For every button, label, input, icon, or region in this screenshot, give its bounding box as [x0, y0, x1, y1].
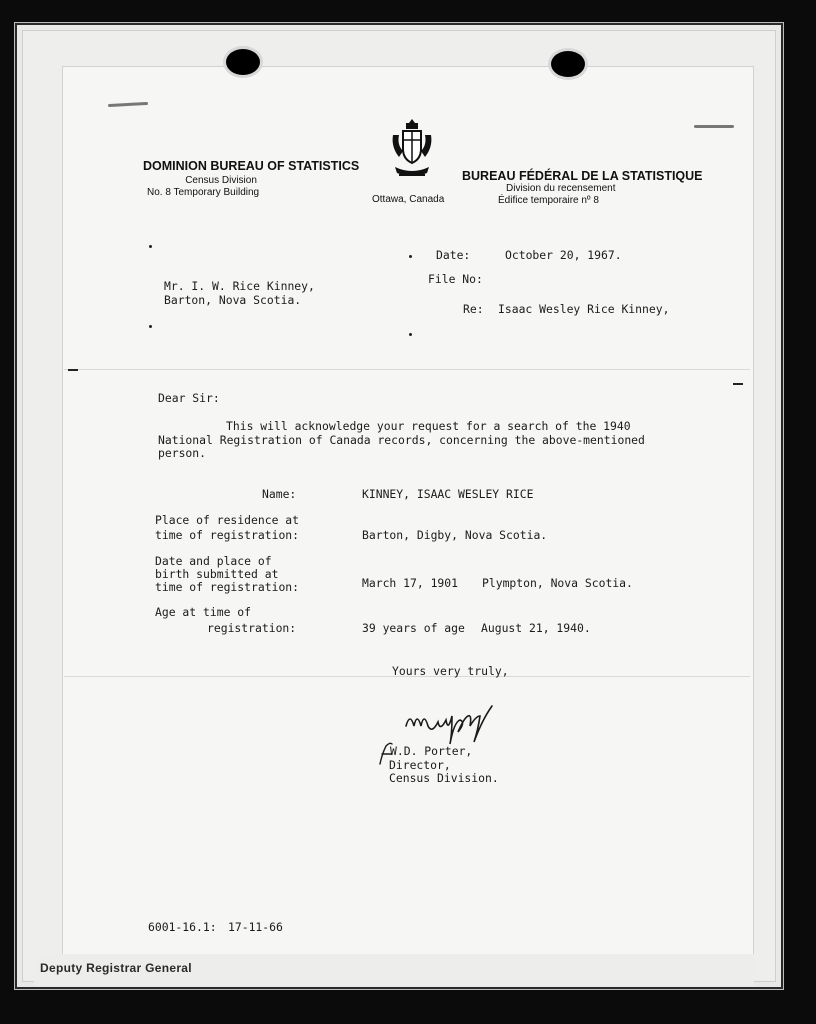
name-value: KINNEY, ISAAC WESLEY RICE [362, 487, 534, 501]
body-paragraph-line: National Registration of Canada records, concerning the above-mentioned [158, 433, 645, 447]
birth-label: time of registration: [155, 580, 300, 594]
registrar-stamp: Deputy Registrar General [40, 961, 192, 975]
birth-label: Date and place of [155, 554, 272, 568]
date-value: October 20, 1967. [505, 248, 622, 262]
residence-value: Barton, Digby, Nova Scotia. [362, 528, 548, 542]
signer-division: Census Division. [389, 771, 499, 785]
letterhead-english-line: Census Division [185, 175, 257, 186]
birth-date: March 17, 1901 [362, 576, 459, 590]
fold-mark [68, 369, 78, 371]
punch-hole-left [223, 46, 263, 78]
form-date: 17-11-66 [228, 920, 283, 934]
age-label: Age at time of [155, 605, 252, 619]
file-number-label: File No: [428, 272, 483, 286]
mark-dot [149, 245, 152, 248]
mark-dot [409, 255, 412, 258]
age-date: August 21, 1940. [481, 621, 591, 635]
signer-name: W.D. Porter, [390, 744, 473, 758]
letterhead-english-line: No. 8 Temporary Building [147, 187, 260, 198]
name-label: Name: [262, 487, 297, 501]
punch-hole-right [548, 48, 588, 80]
age-label: registration: [207, 621, 297, 635]
mark-dot [149, 325, 152, 328]
canada-coat-of-arms-icon [389, 117, 435, 183]
body-paragraph-line: This will acknowledge your request for a search of the 1940 [226, 419, 631, 433]
letterhead-french-line: Division du recensement [506, 183, 616, 194]
addressee-line: Mr. I. W. Rice Kinney, [164, 279, 315, 293]
letterhead-french-lines [498, 183, 616, 207]
valediction: Yours very truly, [392, 664, 509, 678]
letterhead-english-lines [147, 175, 260, 199]
signer-title: Director, [389, 758, 451, 772]
staple-right [694, 125, 734, 128]
residence-label: time of registration: [155, 528, 300, 542]
letterhead-french-line: Édifice temporaire nº 8 [498, 195, 599, 206]
form-number: 6001-16.1: [148, 920, 217, 934]
re-label: Re: [463, 302, 484, 316]
age-value: 39 years of age [362, 621, 465, 635]
mark-dot [409, 333, 412, 336]
letterhead-french-title: BUREAU FÉDÉRAL DE LA STATISTIQUE [462, 169, 703, 183]
body-paragraph-line: person. [158, 446, 207, 460]
birth-place: Plympton, Nova Scotia. [482, 576, 633, 590]
addressee-line: Barton, Nova Scotia. [164, 293, 302, 307]
letterhead-english-title: DOMINION BUREAU OF STATISTICS [143, 159, 360, 173]
fold-mark [733, 383, 743, 385]
re-value: Isaac Wesley Rice Kinney, [498, 302, 670, 316]
date-label: Date: [436, 248, 471, 262]
birth-label: birth submitted at [155, 567, 279, 581]
letterhead-city: Ottawa, Canada [372, 194, 445, 205]
salutation: Dear Sir: [158, 391, 220, 405]
residence-label: Place of residence at [155, 513, 300, 527]
fold-line [64, 369, 750, 370]
